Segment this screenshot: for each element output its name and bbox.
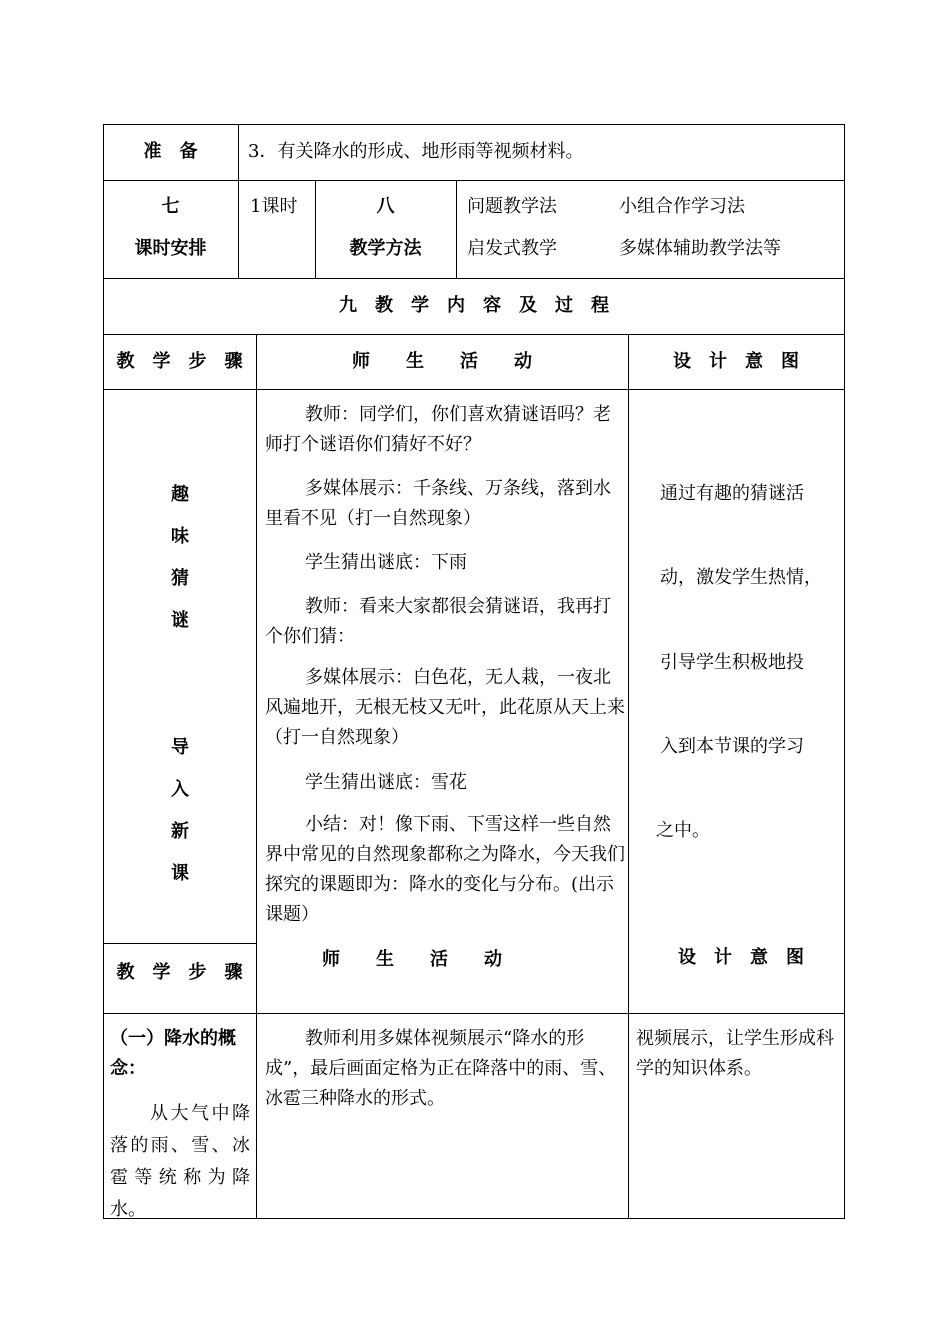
intro-step-char: 趣	[171, 484, 189, 505]
intro-paragraph: 教师：看来大家都很会猜谜语，我再打个你们猜：	[265, 596, 611, 647]
schedule-label: 课时安排	[134, 238, 207, 259]
intro-intent-line: 引导学生积极地投	[660, 652, 804, 673]
intro-paragraph: 学生猜出谜底：下雨	[305, 552, 467, 573]
header-steps-repeat: 教 学 步 骤	[116, 962, 243, 983]
intro-paragraph: 教师：同学们，你们喜欢猜谜语吗？老师打个谜语你们猜好不好？	[265, 404, 611, 455]
rule	[103, 1013, 845, 1014]
method-item: 多媒体辅助教学法等	[619, 238, 781, 259]
rule	[315, 180, 316, 278]
prep-label: 准 备	[143, 141, 198, 162]
intro-paragraph: 学生猜出谜底：雪花	[305, 772, 467, 793]
rule	[103, 278, 845, 279]
intro-paragraph: 多媒体展示：白色花，无人栽，一夜北风遍地开，无根无枝又无叶，此花原从天上来（打一自然现象）	[265, 667, 625, 748]
intro-paragraph: 小结：对！像下雨、下雪这样一些自然界中常见的自然现象都称之为降水，今天我们探究的课题即为：降水的变化与分布。(出示课题）	[265, 814, 625, 925]
method-number: 八	[376, 196, 395, 217]
rule	[103, 943, 256, 944]
rule	[103, 389, 845, 390]
intro-step-char: 味	[171, 526, 189, 547]
header-activity-repeat: 师 生 活 动	[322, 949, 502, 970]
rule	[103, 180, 845, 181]
rule	[103, 124, 845, 125]
header-intent-repeat: 设 计 意 图	[678, 947, 804, 968]
intro-paragraph: 多媒体展示：千条线、万条线，落到水里看不见（打一自然现象）	[265, 478, 611, 529]
intro-intent-line: 入到本节课的学习	[660, 736, 804, 757]
intro-intent-line: 之中。	[656, 820, 710, 841]
intro-intent-line: 通过有趣的猜谜活	[660, 483, 804, 504]
intro-step-char: 导	[171, 737, 189, 758]
rule	[256, 334, 257, 1218]
intro-step-char: 课	[171, 863, 189, 884]
rule	[103, 334, 845, 335]
intro-step-char: 猜	[171, 568, 189, 589]
concept-intent: 视频展示，让学生形成科学的知识体系。	[636, 1028, 834, 1079]
concept-definition: 从大气中降落的雨、雪、冰雹等统称为降水。	[110, 1103, 250, 1220]
concept-activity: 教师利用多媒体视频展示“降水的形成”，最后画面定格为正在降落中的雨、雪、冰雹三种降水的形式。	[265, 1028, 617, 1109]
rule	[844, 124, 845, 1219]
intro-step-char: 新	[171, 821, 189, 842]
schedule-value: 1课时	[250, 196, 298, 217]
section-title: 九 教 学 内 容 及 过 程	[339, 295, 609, 316]
method-item: 小组合作学习法	[619, 196, 745, 217]
schedule-number: 七	[161, 196, 180, 217]
prep-text: 3．有关降水的形成、地形雨等视频材料。	[248, 141, 584, 162]
intro-step-char: 谜	[171, 610, 189, 631]
rule	[103, 124, 104, 1219]
header-activity: 师 生 活 动	[352, 351, 532, 372]
intro-step-char: 入	[171, 779, 189, 800]
concept-title: （一）降水的概念：	[110, 1028, 236, 1079]
intro-intent-line: 动，激发学生热情，	[660, 567, 822, 588]
header-steps: 教 学 步 骤	[116, 351, 243, 372]
method-item: 启发式教学	[467, 238, 557, 259]
method-item: 问题教学法	[467, 196, 557, 217]
method-label: 教学方法	[349, 238, 422, 259]
rule	[456, 180, 457, 278]
header-intent: 设 计 意 图	[673, 351, 799, 372]
rule	[628, 334, 629, 1218]
rule	[238, 124, 239, 278]
